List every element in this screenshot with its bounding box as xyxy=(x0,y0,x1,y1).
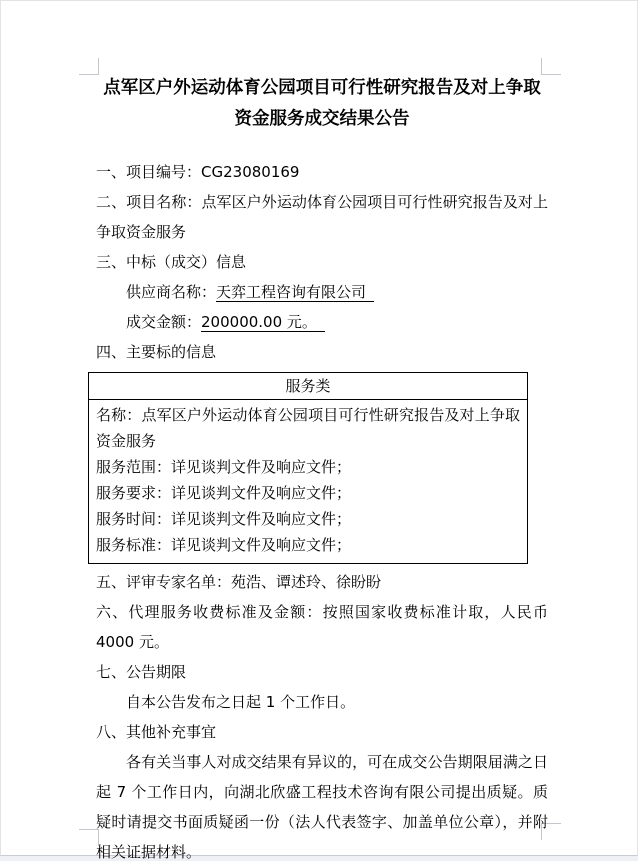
other-matters-body: 各有关当事人对成交结果有异议的，可在成交公告期限届满之日起 7 个工作日内，向湖北欣盛工程技术咨询有限公司提出质疑。质疑时请提交书面质疑函一份（法人代表签字、加盖单位公章），并附相关证据材料。 xyxy=(96,753,548,861)
amount-value: 200000.00 元。 xyxy=(201,313,325,332)
subject-info-heading: 四、主要标的信息 xyxy=(96,343,217,361)
amount-line xyxy=(96,307,548,337)
supplier-value: 天弈工程咨询有限公司 xyxy=(216,283,374,302)
project-number-label: 一、项目编号： xyxy=(96,163,202,181)
experts-line: 五、评审专家名单：苑浩、谭述玲、徐盼盼 xyxy=(96,573,382,591)
announcement-period-body: 自本公告发布之日起 1 个工作日。 xyxy=(126,693,356,711)
award-info-heading: 三、中标（成交）信息 xyxy=(96,253,247,271)
service-requirement-line: 服务要求：详见谈判文件及响应文件； xyxy=(96,484,352,502)
subject-table-header-cell: 服务类 xyxy=(89,373,528,400)
subject-table-body-cell xyxy=(89,400,528,564)
project-number-line xyxy=(96,157,548,187)
subject-name-line: 名称：点军区户外运动体育公园项目可行性研究报告及对上争取资金服务 xyxy=(96,406,520,450)
service-standard-line: 服务标准：详见谈判文件及响应文件； xyxy=(96,536,352,554)
supplier-line xyxy=(96,277,548,307)
announcement-period-heading: 七、公告期限 xyxy=(96,663,187,681)
service-scope-line: 服务范围：详见谈判文件及响应文件； xyxy=(96,458,352,476)
document-title: 点军区户外运动体育公园项目可行性研究报告及对上争取资金服务成交结果公告 xyxy=(103,78,541,129)
subject-table-header-row xyxy=(89,373,528,400)
supplier-label: 供应商名称： xyxy=(126,283,217,301)
service-time-line: 服务时间：详见谈判文件及响应文件； xyxy=(96,510,352,528)
agency-fee-line: 六、代理服务收费标准及金额：按照国家收费标准计取，人民币 4000 元。 xyxy=(96,603,548,651)
document-content xyxy=(96,73,548,861)
project-number-value: CG23080169 xyxy=(201,163,300,181)
amount-label: 成交金额： xyxy=(126,313,202,331)
other-matters-heading: 八、其他补充事宜 xyxy=(96,723,217,741)
project-name-line: 二、项目名称：点军区户外运动体育公园项目可行性研究报告及对上争取资金服务 xyxy=(96,193,548,241)
subject-info-table xyxy=(88,372,528,564)
subject-table-body-row xyxy=(89,400,528,564)
